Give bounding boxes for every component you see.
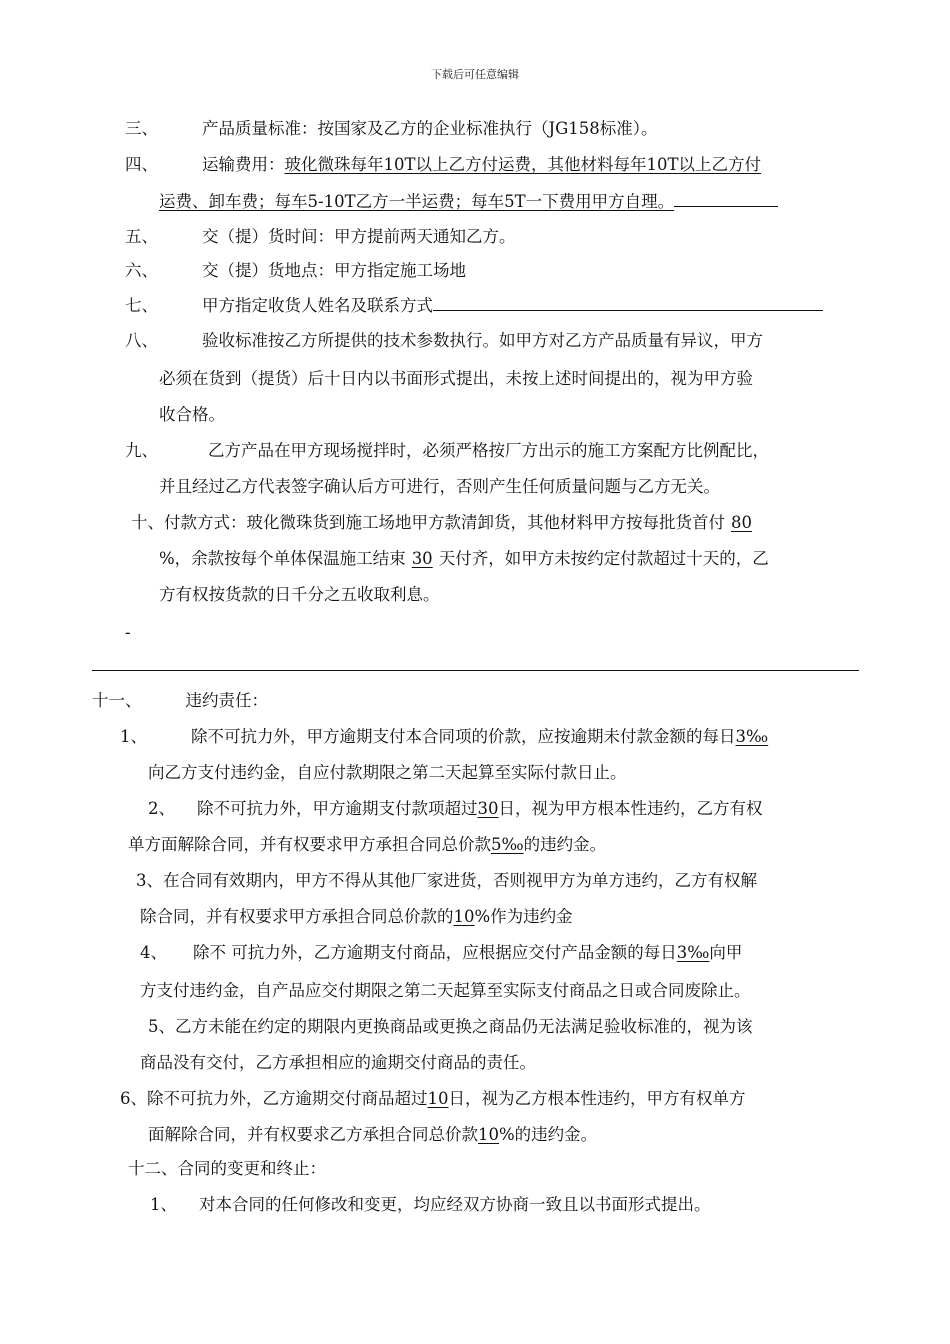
clause-11-item5-line2: 商品没有交付，乙方承担相应的逾期交付商品的责任。 [140,1053,536,1072]
penalty-rate: 3‰ [676,943,710,962]
clause-text: 天付齐，如甲方未按约定付款超过十天的，乙 [438,549,769,568]
item-text: 除不 可抗力外，乙方逾期支付商品，应根据应交付产品金额的每日 [193,943,677,962]
clause-number: 四、 [125,155,158,174]
clause-11-item4-line2: 方支付违约金，自产品应交付期限之第二天起算至实际支付商品之日或合同废除止。 [140,981,751,1000]
item-number: 1、 [120,727,147,746]
clause-number: 八、 [125,331,158,350]
clause-11-item5-line1: 5、乙方未能在约定的期限内更换商品或更换之商品仍无法满足验收标准的，视为该 [148,1017,753,1036]
clause-text: 十、付款方式：玻化微珠货到施工场地甲方款清卸货，其他材料甲方按每批货首付 [131,513,725,532]
item-text: 向甲 [709,943,743,962]
item-text: 除不可抗力外，甲方逾期支付本合同项的价款，应按逾期未付款金额的每日 [191,727,736,746]
clause-8-line1 [125,330,763,352]
overdue-days: 10 [427,1089,449,1108]
penalty-rate: 5‰ [491,835,524,854]
item-number: 4、 [140,943,167,962]
clause-text: 甲方指定收货人姓名及联系方式 [202,296,433,315]
penalty-percent: 10 [453,907,475,926]
clause-11-item3-line2 [140,906,573,928]
item-text: 日，视为甲方根本性违约，乙方有权 [498,799,763,818]
clause-number: 七、 [125,296,158,315]
clause-text: 乙方产品在甲方现场搅拌时，必须严格按厂方出示的施工方案配方比例配比， [208,441,769,460]
clause-text: 验收标准按乙方所提供的技术参数执行。如甲方对乙方产品质量有异议，甲方 [202,331,763,350]
clause-label: 运输费用： [202,155,285,174]
item-text: 除合同，并有权要求甲方承担合同总价款的 [140,907,454,926]
clause-11-item6-line2 [148,1124,597,1146]
item-text: 面解除合同，并有权要求乙方承担合同总价款 [148,1125,478,1144]
page-header: 下载后可任意编辑 [431,68,519,81]
clause-12-title: 十二、合同的变更和终止： [128,1159,326,1178]
clause-11-title [92,690,268,712]
clause-5 [125,226,516,248]
clause-text: %，余款按每个单体保温施工结束 [159,549,406,568]
clause-text: 产品质量标准：按国家及乙方的企业标准执行（JG158标准）。 [202,119,658,138]
clause-12-item1 [150,1194,711,1216]
clause-text: 交（提）货地点：甲方指定施工场地 [202,261,466,280]
clause-11-item4-line1 [140,942,742,964]
clause-11-item6-line1 [120,1088,746,1110]
clause-10-line2 [159,548,769,570]
clause-10-line3: 方有权按货款的日千分之五收取利息。 [159,585,440,604]
fill-blank [674,190,778,207]
item-text: 6、除不可抗力外，乙方逾期交付商品超过 [120,1089,428,1108]
item-text: 除不可抗力外，甲方逾期支付款项超过 [197,799,478,818]
down-payment-percent: 80 [731,513,752,532]
payment-days: 30 [411,549,433,568]
clause-number: 十一、 [92,691,142,710]
transport-fee-terms-2: 运费、卸车费；每车5-10T乙方一半运费；每车5T一下费用甲方自理。 [159,192,675,211]
clause-6 [125,260,466,282]
overdue-days: 30 [477,799,499,818]
clause-11-item2-line1 [148,798,763,820]
clause-11-item1-line1 [120,726,768,748]
item-number: 2、 [148,799,175,818]
item-text: %作为违约金 [474,907,573,926]
clause-8-line2: 必须在货到（提货）后十日内以书面形式提出，未按上述时间提出的，视为甲方验 [159,369,753,388]
item-text: 日，视为乙方根本性违约，甲方有权单方 [448,1089,746,1108]
clause-11-item1-line2: 向乙方支付违约金，自应付款期限之第二天起算至实际付款日止。 [148,763,627,782]
clause-number: 三、 [125,119,158,138]
item-text: 单方面解除合同，并有权要求甲方承担合同总价款 [128,835,491,854]
clause-8-line3: 收合格。 [159,405,225,424]
item-text: 的违约金。 [523,835,607,854]
item-text: %的违约金。 [499,1125,598,1144]
item-text: 对本合同的任何修改和变更，均应经双方协商一致且以书面形式提出。 [199,1195,711,1214]
stray-dash: - [125,623,131,642]
clause-9-line1 [125,440,769,462]
clause-text: 违约责任： [185,691,268,710]
clause-number: 九、 [125,441,158,460]
clause-9-line2: 并且经过乙方代表签字确认后方可进行，否则产生任何质量问题与乙方无关。 [159,477,720,496]
clause-11-item3-line1: 3、在合同有效期内，甲方不得从其他厂家进货，否则视甲方为单方违约，乙方有权解 [136,871,757,890]
clause-number: 六、 [125,261,158,280]
clause-text: 交（提）货时间：甲方提前两天通知乙方。 [202,227,516,246]
clause-11-item2-line2 [128,834,606,856]
section-divider [92,670,859,671]
clause-10-line1 [131,512,752,534]
clause-3 [125,118,658,140]
penalty-percent: 10 [478,1125,499,1144]
clause-number: 五、 [125,227,158,246]
clause-7 [125,294,823,317]
clause-4-line1 [125,154,761,176]
transport-fee-terms-1: 玻化微珠每年10T以上乙方付运费，其他材料每年10T以上乙方付 [284,155,762,174]
consignee-blank [433,294,823,311]
clause-4-line2 [159,190,778,213]
penalty-rate: 3‰ [735,727,769,746]
item-number: 1、 [150,1195,177,1214]
